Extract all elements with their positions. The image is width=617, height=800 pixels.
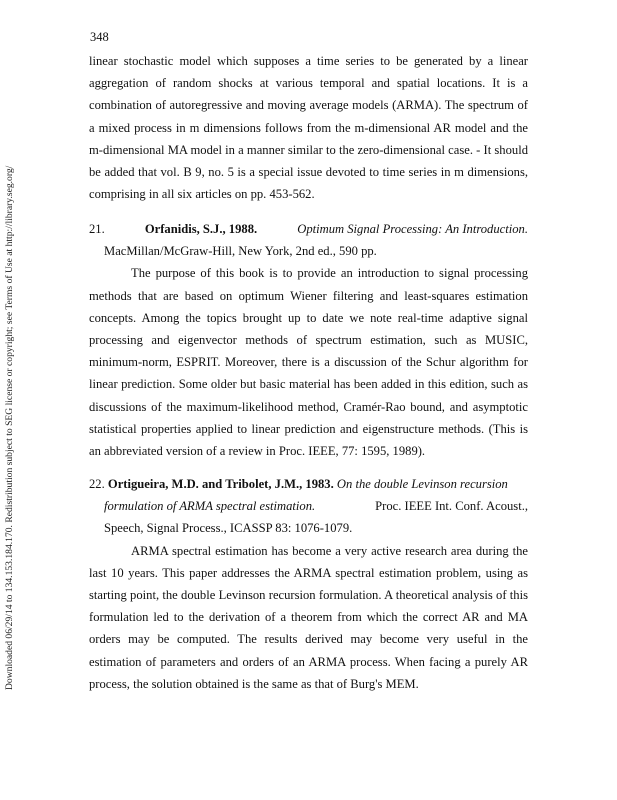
reference-22-title-line1: On the double Levinson recursion <box>336 477 508 491</box>
download-stamp: Downloaded 06/29/14 to 134.153.184.170. Redistribution subject to SEG license or copyright; see Terms of Use at http://library.seg.org/ <box>4 165 15 690</box>
reference-22-title-line <box>89 495 528 517</box>
reference-22-source-line3: Speech, Signal Process., ICASSP 83: 1076-1079. <box>104 521 353 536</box>
reference-21-publisher: MacMillan/McGraw-Hill, New York, 2nd ed., 590 pp. <box>104 244 377 259</box>
reference-22-abstract: ARMA spectral estimation has become a very active research area during the last 10 years. This paper addresses the ARMA spectral estimation problem, using as starting point, the double Levinson recursion formulation. A theoretical analysis of this formulation led to the derivation of a theorem from which the correct AR and MA orders may be computed. The results derived may become very useful in the estimation of parameters and orders of an ARMA process. When facing a purely AR process, the solution obtained is the same as that of Burg's MEM. <box>89 543 528 691</box>
reference-entry-21 <box>89 218 528 462</box>
reference-21-header <box>89 218 528 240</box>
reference-22-header <box>89 473 528 495</box>
page-number: 348 <box>90 30 109 44</box>
reference-21-title: Optimum Signal Processing: An Introduction. <box>297 222 528 236</box>
reference-22-source-line2: Proc. IEEE Int. Conf. Acoust., <box>375 499 528 514</box>
continuation-paragraph: linear stochastic model which supposes a time series to be generated by a linear aggregation of random shocks at various temporal and spatial locations. It is a combination of autoregressive and moving average models (ARMA). The spectrum of a mixed process in m dimensions follows from the m-dimensional AR model and the m-dimensional MA model in a manner similar to the zero-dimensional case. - It should be added that vol. B 9, no. 5 is a special issue devoted to time series in m dimensions, comprising in all six articles on pp. 453-562. <box>89 54 528 202</box>
reference-22-authors: Ortigueira, M.D. and Tribolet, J.M., 1983. <box>107 477 334 491</box>
reference-21-abstract: The purpose of this book is to provide an introduction to signal processing methods that are based on optimum Wiener filtering and least-squares estimation concepts. Among the topics brought up to date we note real-time adaptive signal processing and eigenvector methods of spectrum estimation, such as MUSIC, minimum-norm, ESPRIT. Moreover, there is a discussion of the Schur algorithm for linear prediction. Some older but basic material has been added in this edition, such as discussions of the maximum-likelihood method, Cramér-Rao bound, and asymptotic statistical properties applied to linear prediction and eigenstructure methods. (This is an abbreviated version of a review in Proc. IEEE, 77: 1595, 1989). <box>89 266 528 459</box>
reference-21-number: 21. <box>89 222 105 236</box>
reference-entry-22 <box>89 473 528 695</box>
reference-22-number: 22. <box>89 477 105 491</box>
reference-21-authors: Orfanidis, S.J., 1988. <box>144 222 258 236</box>
reference-22-title-line2: formulation of ARMA spectral estimation. <box>104 499 316 514</box>
